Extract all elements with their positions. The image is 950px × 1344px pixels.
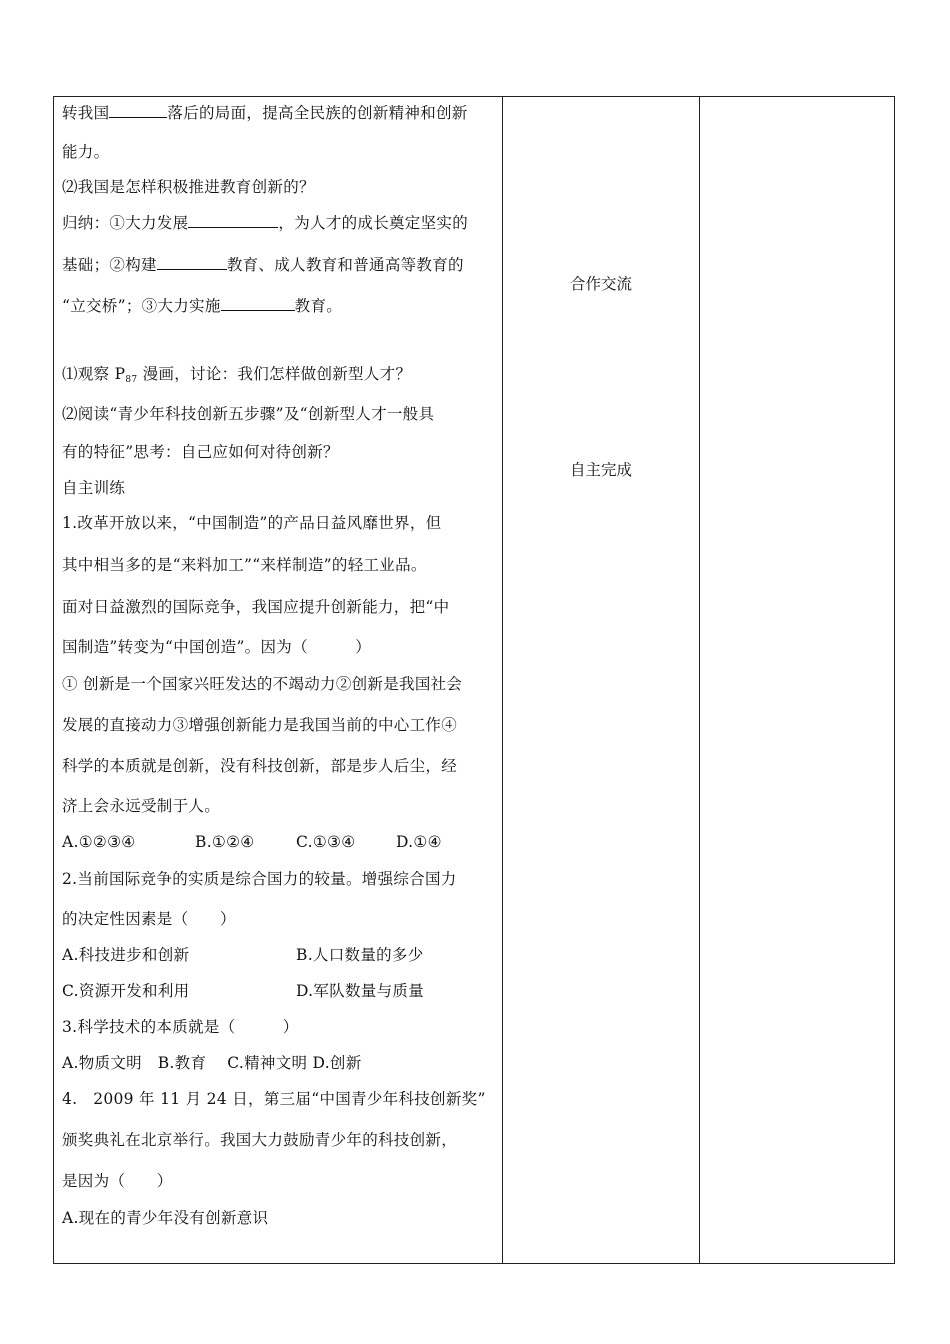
option-c: C.资源开发和利用 bbox=[62, 982, 190, 1000]
text-line: 1.改革开放以来，“中国制造”的产品日益风靡世界，但 bbox=[62, 514, 442, 532]
activity-label: 合作交流 bbox=[569, 275, 632, 293]
text-line: 3.科学技术的本质就是（ ） bbox=[62, 1018, 299, 1036]
page-subscript: 87 bbox=[125, 375, 138, 385]
text-line bbox=[62, 212, 468, 233]
text-line: 国制造”转变为“中国创造”。因为（ ） bbox=[62, 638, 372, 656]
text-fragment: 转我国 bbox=[62, 104, 110, 122]
text-line: 4. 2009 年 11 月 24 日，第三届“中国青少年科技创新奖” bbox=[62, 1090, 486, 1108]
answer-options: A.物质文明 B.教育 C.精神文明 D.创新 bbox=[62, 1054, 362, 1072]
fill-blank bbox=[157, 254, 227, 270]
text-fragment: 落后的局面，提高全民族的创新精神和创新 bbox=[167, 104, 468, 122]
option-d: D.军队数量与质量 bbox=[296, 982, 425, 1000]
text-line: 其中相当多的是“来料加工”“来样制造”的轻工业品。 bbox=[62, 556, 427, 574]
column-divider bbox=[502, 97, 503, 1263]
text-line: 有的特征”思考：自己应如何对待创新？ bbox=[62, 443, 339, 461]
answer-options bbox=[62, 832, 442, 852]
text-line: ⑵我国是怎样积极推进教育创新的？ bbox=[62, 178, 315, 196]
text-line: 颁奖典礼在北京举行。我国大力鼓励青少年的科技创新， bbox=[62, 1131, 458, 1149]
text-fragment: “立交桥”；③大力实施 bbox=[62, 297, 221, 315]
option-c: C.①③④ bbox=[296, 833, 356, 851]
activity-label: 自主完成 bbox=[569, 461, 632, 479]
text-line: 科学的本质就是创新，没有科技创新，部是步人后尘，经 bbox=[62, 757, 458, 775]
text-line: 是因为（ ） bbox=[62, 1172, 173, 1190]
lesson-table bbox=[53, 96, 895, 1264]
fill-blank bbox=[109, 102, 167, 118]
text-line bbox=[62, 254, 464, 275]
text-fragment: 漫画，讨论：我们怎样做创新型人才？ bbox=[137, 365, 412, 383]
text-fragment: 基础；②构建 bbox=[62, 256, 157, 274]
text-fragment: 教育、成人教育和普通高等教育的 bbox=[226, 256, 464, 274]
text-line: 发展的直接动力③增强创新能力是我国当前的中心工作④ bbox=[62, 716, 458, 734]
column-divider bbox=[699, 97, 700, 1263]
text-fragment: ⑴观察 P bbox=[62, 365, 126, 383]
text-line: ⑵阅读“青少年科技创新五步骤”及“创新型人才一般具 bbox=[62, 405, 435, 423]
answer-options bbox=[62, 945, 424, 965]
section-heading: 自主训练 bbox=[62, 479, 126, 497]
text-fragment: 归纳：①大力发展 bbox=[62, 214, 189, 232]
text-line: 的决定性因素是（ ） bbox=[62, 910, 236, 928]
text-line: ① 创新是一个国家兴旺发达的不竭动力②创新是我国社会 bbox=[62, 675, 463, 693]
text-line: 2.当前国际竞争的实质是综合国力的较量。增强综合国力 bbox=[62, 870, 457, 888]
text-line: 能力。 bbox=[62, 143, 110, 161]
text-line bbox=[62, 364, 411, 390]
text-fragment: ，为人才的成长奠定坚实的 bbox=[278, 214, 469, 232]
fill-blank bbox=[221, 295, 295, 311]
option-b: B.人口数量的多少 bbox=[296, 946, 424, 964]
option-b: B.①②④ bbox=[195, 833, 255, 851]
text-line: 济上会永远受制于人。 bbox=[62, 797, 221, 815]
text-line: 面对日益激烈的国际竞争，我国应提升创新能力，把“中 bbox=[62, 598, 450, 616]
fill-blank bbox=[188, 212, 278, 228]
option-d: D.①④ bbox=[396, 833, 442, 851]
text-fragment: 教育。 bbox=[294, 297, 343, 315]
text-line bbox=[62, 295, 342, 316]
text-line: A.现在的青少年没有创新意识 bbox=[62, 1209, 269, 1227]
option-a: A.科技进步和创新 bbox=[62, 946, 190, 964]
option-a: A.①②③④ bbox=[62, 833, 136, 851]
text-line bbox=[62, 102, 468, 123]
answer-options bbox=[62, 981, 424, 1001]
